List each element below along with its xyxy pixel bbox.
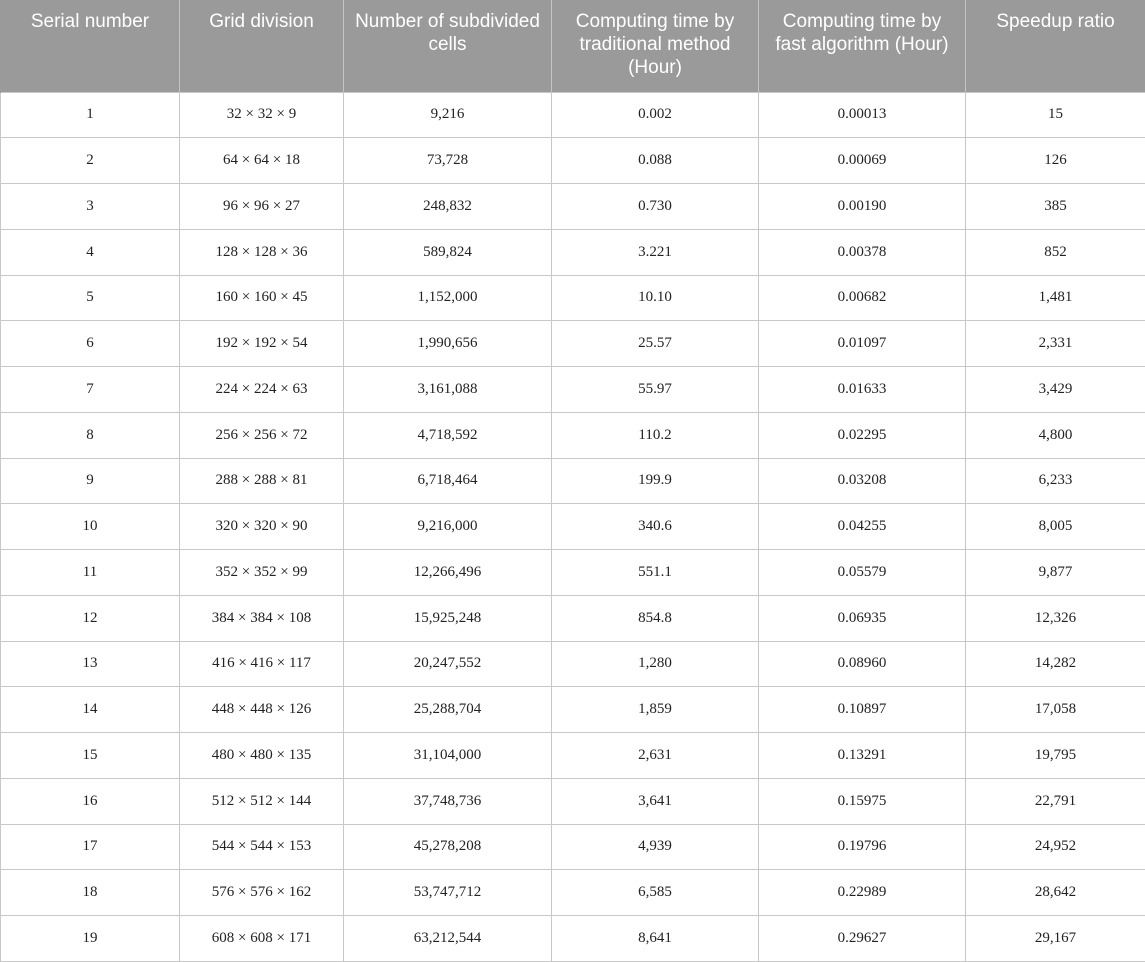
traditional-time-cell: 25.57 — [552, 321, 759, 367]
grid-division-cell: 32 × 32 × 9 — [180, 92, 344, 138]
table-row — [1, 321, 1145, 367]
subdivided-cells-cell: 15,925,248 — [344, 595, 552, 641]
speedup-ratio-cell: 852 — [966, 229, 1145, 275]
serial-number-cell: 12 — [1, 595, 180, 641]
speedup-ratio-cell: 29,167 — [966, 916, 1145, 962]
subdivided-cells-cell: 31,104,000 — [344, 733, 552, 779]
speedup-ratio-cell: 24,952 — [966, 824, 1145, 870]
subdivided-cells-cell: 12,266,496 — [344, 550, 552, 596]
serial-number-cell: 18 — [1, 870, 180, 916]
header-row — [1, 0, 1145, 92]
table-row — [1, 504, 1145, 550]
subdivided-cells-cell: 6,718,464 — [344, 458, 552, 504]
traditional-time-cell: 0.002 — [552, 92, 759, 138]
traditional-time-cell: 551.1 — [552, 550, 759, 596]
serial-number-cell: 9 — [1, 458, 180, 504]
subdivided-cells-cell: 20,247,552 — [344, 641, 552, 687]
fast-time-cell: 0.00069 — [759, 138, 966, 184]
serial-number-cell: 7 — [1, 367, 180, 413]
header-traditional-time: Computing time by traditional method (Hour) — [552, 0, 759, 92]
grid-division-cell: 256 × 256 × 72 — [180, 412, 344, 458]
table-row — [1, 870, 1145, 916]
header-serial-number: Serial number — [1, 0, 180, 92]
subdivided-cells-cell: 63,212,544 — [344, 916, 552, 962]
traditional-time-cell: 3.221 — [552, 229, 759, 275]
fast-time-cell: 0.13291 — [759, 733, 966, 779]
grid-division-cell: 544 × 544 × 153 — [180, 824, 344, 870]
fast-time-cell: 0.08960 — [759, 641, 966, 687]
traditional-time-cell: 1,280 — [552, 641, 759, 687]
traditional-time-cell: 0.730 — [552, 184, 759, 230]
traditional-time-cell: 10.10 — [552, 275, 759, 321]
serial-number-cell: 14 — [1, 687, 180, 733]
traditional-time-cell: 110.2 — [552, 412, 759, 458]
grid-division-cell: 96 × 96 × 27 — [180, 184, 344, 230]
table-row — [1, 458, 1145, 504]
serial-number-cell: 17 — [1, 824, 180, 870]
subdivided-cells-cell: 9,216 — [344, 92, 552, 138]
serial-number-cell: 19 — [1, 916, 180, 962]
table-row — [1, 550, 1145, 596]
subdivided-cells-cell: 4,718,592 — [344, 412, 552, 458]
traditional-time-cell: 1,859 — [552, 687, 759, 733]
subdivided-cells-cell: 9,216,000 — [344, 504, 552, 550]
traditional-time-cell: 199.9 — [552, 458, 759, 504]
subdivided-cells-cell: 53,747,712 — [344, 870, 552, 916]
table-row — [1, 733, 1145, 779]
serial-number-cell: 15 — [1, 733, 180, 779]
fast-time-cell: 0.22989 — [759, 870, 966, 916]
traditional-time-cell: 8,641 — [552, 916, 759, 962]
fast-time-cell: 0.06935 — [759, 595, 966, 641]
serial-number-cell: 6 — [1, 321, 180, 367]
grid-division-cell: 160 × 160 × 45 — [180, 275, 344, 321]
grid-division-cell: 480 × 480 × 135 — [180, 733, 344, 779]
serial-number-cell: 2 — [1, 138, 180, 184]
traditional-time-cell: 0.088 — [552, 138, 759, 184]
speedup-ratio-cell: 12,326 — [966, 595, 1145, 641]
fast-time-cell: 0.01097 — [759, 321, 966, 367]
speedup-ratio-cell: 385 — [966, 184, 1145, 230]
grid-division-cell: 416 × 416 × 117 — [180, 641, 344, 687]
traditional-time-cell: 3,641 — [552, 778, 759, 824]
speedup-ratio-cell: 14,282 — [966, 641, 1145, 687]
grid-division-cell: 192 × 192 × 54 — [180, 321, 344, 367]
grid-division-cell: 384 × 384 × 108 — [180, 595, 344, 641]
speedup-ratio-cell: 4,800 — [966, 412, 1145, 458]
table-header — [1, 0, 1145, 92]
serial-number-cell: 5 — [1, 275, 180, 321]
subdivided-cells-cell: 73,728 — [344, 138, 552, 184]
subdivided-cells-cell: 248,832 — [344, 184, 552, 230]
fast-time-cell: 0.04255 — [759, 504, 966, 550]
subdivided-cells-cell: 589,824 — [344, 229, 552, 275]
fast-time-cell: 0.00013 — [759, 92, 966, 138]
subdivided-cells-cell: 25,288,704 — [344, 687, 552, 733]
table-row — [1, 687, 1145, 733]
speedup-ratio-cell: 1,481 — [966, 275, 1145, 321]
table-row — [1, 275, 1145, 321]
grid-division-cell: 128 × 128 × 36 — [180, 229, 344, 275]
speedup-ratio-cell: 9,877 — [966, 550, 1145, 596]
serial-number-cell: 1 — [1, 92, 180, 138]
table-row — [1, 778, 1145, 824]
subdivided-cells-cell: 1,990,656 — [344, 321, 552, 367]
speedup-ratio-cell: 15 — [966, 92, 1145, 138]
speedup-ratio-cell: 17,058 — [966, 687, 1145, 733]
serial-number-cell: 4 — [1, 229, 180, 275]
table-body — [1, 92, 1145, 961]
fast-time-cell: 0.00190 — [759, 184, 966, 230]
serial-number-cell: 8 — [1, 412, 180, 458]
fast-time-cell: 0.02295 — [759, 412, 966, 458]
serial-number-cell: 3 — [1, 184, 180, 230]
table-row — [1, 824, 1145, 870]
serial-number-cell: 10 — [1, 504, 180, 550]
table-row — [1, 412, 1145, 458]
speedup-ratio-cell: 28,642 — [966, 870, 1145, 916]
grid-division-cell: 576 × 576 × 162 — [180, 870, 344, 916]
table-row — [1, 138, 1145, 184]
header-speedup-ratio: Speedup ratio — [966, 0, 1145, 92]
grid-division-cell: 288 × 288 × 81 — [180, 458, 344, 504]
traditional-time-cell: 55.97 — [552, 367, 759, 413]
subdivided-cells-cell: 3,161,088 — [344, 367, 552, 413]
traditional-time-cell: 854.8 — [552, 595, 759, 641]
header-subdivided-cells: Number of subdivided cells — [344, 0, 552, 92]
grid-division-cell: 512 × 512 × 144 — [180, 778, 344, 824]
table-row — [1, 184, 1145, 230]
speedup-ratio-cell: 6,233 — [966, 458, 1145, 504]
header-grid-division: Grid division — [180, 0, 344, 92]
traditional-time-cell: 340.6 — [552, 504, 759, 550]
speedup-ratio-cell: 22,791 — [966, 778, 1145, 824]
speedup-ratio-cell: 19,795 — [966, 733, 1145, 779]
serial-number-cell: 16 — [1, 778, 180, 824]
traditional-time-cell: 4,939 — [552, 824, 759, 870]
grid-division-cell: 352 × 352 × 99 — [180, 550, 344, 596]
subdivided-cells-cell: 45,278,208 — [344, 824, 552, 870]
table-row — [1, 367, 1145, 413]
table-row — [1, 229, 1145, 275]
traditional-time-cell: 6,585 — [552, 870, 759, 916]
serial-number-cell: 11 — [1, 550, 180, 596]
speedup-ratio-cell: 8,005 — [966, 504, 1145, 550]
subdivided-cells-cell: 37,748,736 — [344, 778, 552, 824]
fast-time-cell: 0.10897 — [759, 687, 966, 733]
fast-time-cell: 0.19796 — [759, 824, 966, 870]
table-row — [1, 641, 1145, 687]
speedup-ratio-cell: 3,429 — [966, 367, 1145, 413]
speedup-ratio-cell: 2,331 — [966, 321, 1145, 367]
fast-time-cell: 0.00682 — [759, 275, 966, 321]
speedup-ratio-cell: 126 — [966, 138, 1145, 184]
fast-time-cell: 0.15975 — [759, 778, 966, 824]
fast-time-cell: 0.00378 — [759, 229, 966, 275]
grid-division-cell: 608 × 608 × 171 — [180, 916, 344, 962]
grid-division-cell: 320 × 320 × 90 — [180, 504, 344, 550]
table-row — [1, 916, 1145, 962]
fast-time-cell: 0.03208 — [759, 458, 966, 504]
header-fast-time: Computing time by fast algorithm (Hour) — [759, 0, 966, 92]
fast-time-cell: 0.05579 — [759, 550, 966, 596]
table-row — [1, 92, 1145, 138]
grid-division-cell: 448 × 448 × 126 — [180, 687, 344, 733]
fast-time-cell: 0.29627 — [759, 916, 966, 962]
fast-time-cell: 0.01633 — [759, 367, 966, 413]
grid-division-cell: 224 × 224 × 63 — [180, 367, 344, 413]
table-row — [1, 595, 1145, 641]
subdivided-cells-cell: 1,152,000 — [344, 275, 552, 321]
traditional-time-cell: 2,631 — [552, 733, 759, 779]
grid-division-cell: 64 × 64 × 18 — [180, 138, 344, 184]
serial-number-cell: 13 — [1, 641, 180, 687]
